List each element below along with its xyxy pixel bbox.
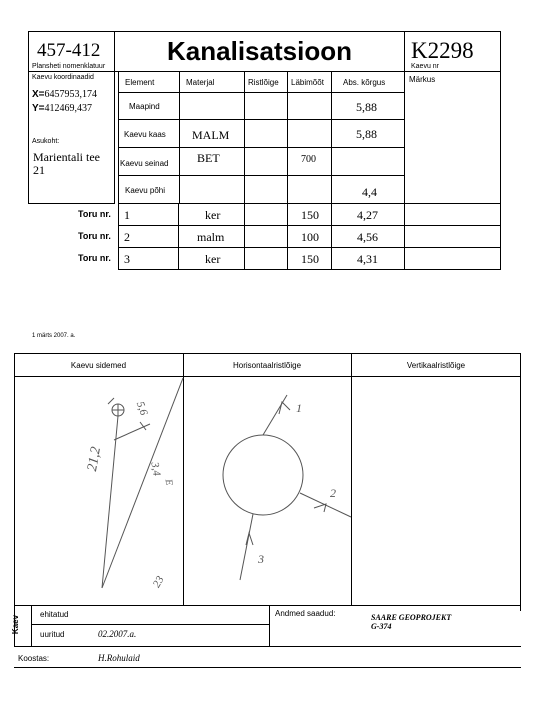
annotation-e: E [162, 478, 175, 487]
footer-bottom-line [14, 667, 521, 668]
pipe-cell-nr: 1 [118, 203, 179, 226]
location-label: Asukoht: [32, 138, 60, 145]
panel-title-horizontal: Horisontaalristlõige [232, 361, 302, 370]
table-row-diameter: 700 [287, 147, 332, 176]
page-title: Kanalisatsioon [167, 36, 352, 66]
pipe-cell-nr: 3 [118, 247, 179, 270]
annotation-34: 3,4 [148, 461, 163, 477]
pipe-cell-diameter: 150 [287, 203, 332, 226]
manhole-circle [223, 435, 303, 515]
footer-top-line [14, 605, 521, 606]
well-id-label: Kaevu nr [411, 63, 440, 70]
table-row-material: MALM [179, 119, 245, 148]
table-row-height: 5,88 [331, 119, 405, 148]
pipe-cell-diameter: 100 [287, 225, 332, 248]
data-source-line2: G-374 [371, 622, 392, 631]
pipe-1-line [263, 395, 287, 435]
sheet-number-label: Plansheti nomenklatuur [32, 63, 106, 70]
y-label: Y= [32, 103, 45, 114]
well-id: K2298 [411, 38, 474, 63]
table-row-element: Maapind [118, 92, 180, 120]
pipe-cell-material: malm [178, 225, 245, 248]
pipe-label-2: 2 [330, 486, 336, 500]
remarks-header: Märkus [409, 75, 436, 84]
pipe-label-3: 3 [258, 552, 264, 566]
pipe-3-line [240, 514, 253, 580]
pipe-cell-height: 4,27 [331, 203, 405, 226]
pipe-cell-material: ker [178, 203, 245, 226]
arrow-1-icon [279, 402, 290, 414]
built-label: ehitatud [40, 610, 69, 619]
compiler-value: H.Rohulaid [98, 653, 140, 663]
data-source-label: Andmed saadud: [275, 609, 336, 618]
pipe-row-label: Toru nr. [78, 231, 111, 241]
y-value: 412469,437 [44, 103, 93, 114]
x-value: 6457953,174 [44, 89, 98, 100]
annotation-56: 5,6 [133, 399, 150, 417]
dimension-tick [108, 398, 114, 404]
pipe-cell-nr: 2 [118, 225, 179, 248]
pipe-cell-diameter: 150 [287, 247, 332, 270]
pipe-cell-height: 4,56 [331, 225, 405, 248]
pipe-cell-height: 4,31 [331, 247, 405, 270]
panel-title-connections: Kaevu sidemed [70, 361, 127, 370]
col-header-element: Element [118, 71, 180, 93]
footer-row-line [14, 646, 521, 647]
kaev-label: Kaev [11, 614, 21, 635]
panel-title-vertical: Vertikaalristlõige [406, 361, 466, 370]
coordinates-label: Kaevu koordinaadid [32, 74, 94, 81]
x-label: X= [32, 89, 45, 100]
location-value: Marientali tee 21 [33, 150, 100, 177]
surveyed-label: uuritud [40, 630, 65, 639]
table-row-material: BET [179, 147, 245, 176]
col-header-material: Materjal [179, 71, 245, 93]
table-row-height: 4,4 [331, 175, 405, 204]
annotation-23: 23 [150, 574, 167, 590]
pipe-row-label: Toru nr. [78, 253, 111, 263]
connection-line-3 [114, 424, 150, 440]
compiler-label: Koostas: [18, 654, 50, 663]
pipe-label-1: 1 [296, 401, 302, 415]
pipe-row-label: Toru nr. [78, 209, 111, 219]
connection-line-1 [102, 416, 118, 588]
table-row-element: Kaevu kaas [118, 119, 180, 148]
arrow-2-icon [314, 504, 326, 512]
footer-divider [269, 605, 270, 646]
data-source-line1: SAARE GEOPROJEKT [371, 613, 452, 622]
table-row-height: 5,88 [331, 92, 405, 120]
col-header-diameter: Läbimõõt [287, 71, 332, 93]
pipe-cell-material: ker [178, 247, 245, 270]
table-row-element: Kaevu seinad [118, 147, 180, 176]
surveyed-value: 02.2007.a. [98, 629, 137, 639]
date-note: 1 märts 2007. a. [32, 333, 76, 339]
col-header-height: Abs. kõrgus [331, 71, 405, 93]
sheet-number: 457-412 [37, 40, 101, 61]
footer-mid-line [32, 624, 269, 625]
annotation-212: 21,2 [85, 445, 105, 473]
col-header-section: Ristlõige [244, 71, 288, 93]
table-row-element: Kaevu põhi [118, 175, 180, 204]
